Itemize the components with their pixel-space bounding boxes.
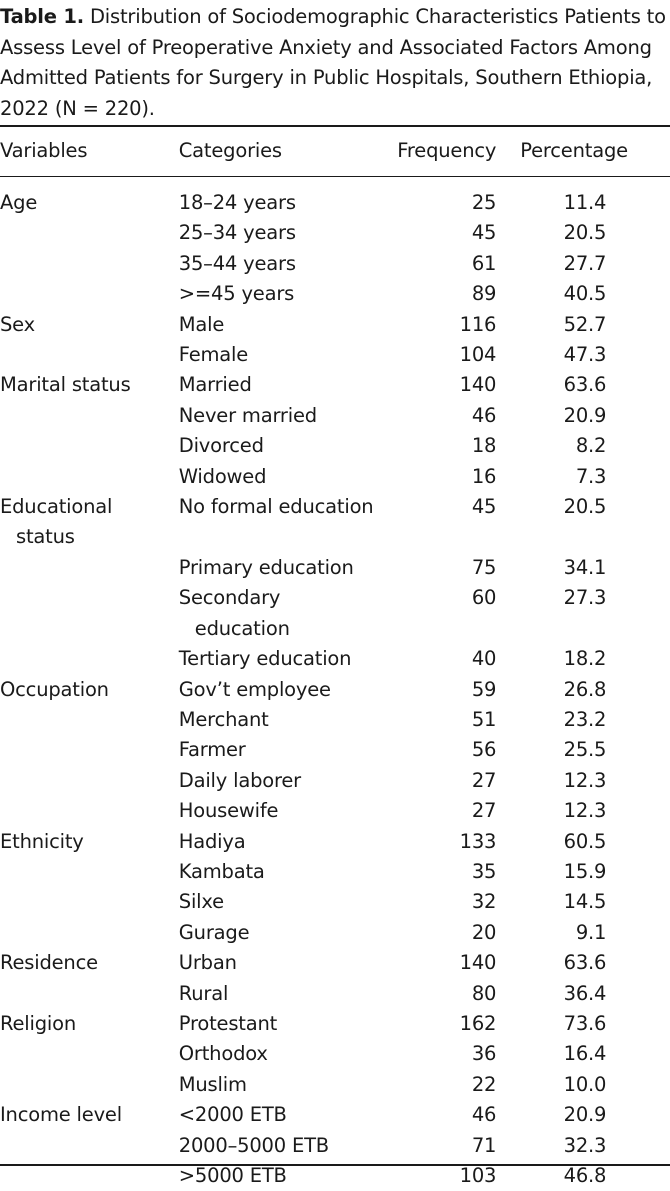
percentage-cell: [496, 218, 670, 248]
table-row: [0, 675, 670, 705]
percentage-cell: [496, 310, 670, 340]
category-cell: [179, 918, 398, 948]
category-cell: [179, 705, 398, 735]
percentage-value: 25.5: [563, 738, 607, 762]
percentage-value: 11.4: [563, 191, 607, 214]
category-label: Female: [178, 343, 249, 367]
category-cell: [179, 218, 398, 248]
percentage-value: 23.2: [563, 707, 607, 731]
percentage-cell: [496, 431, 670, 461]
percentage-cell: [496, 979, 670, 1009]
category-label: >5000 ETB: [178, 1164, 287, 1187]
percentage-value: 46.8: [563, 1164, 607, 1187]
frequency-cell: 51: [471, 707, 497, 731]
table-row: [0, 644, 670, 674]
column-header-variables: Variables: [0, 139, 88, 162]
percentage-cell: [496, 553, 670, 583]
percentage-cell: [496, 918, 670, 948]
percentage-value: 47.3: [563, 343, 607, 367]
category-label: Merchant: [178, 707, 269, 731]
category-label: Housewife: [178, 799, 279, 823]
variable-cell: [0, 310, 179, 340]
category-label: 2000–5000 ETB: [178, 1133, 329, 1157]
variable-cell: [0, 1161, 179, 1191]
top-rule: [0, 125, 670, 127]
frequency-cell: 104: [459, 343, 497, 367]
table-row: [0, 553, 670, 583]
table-row: [0, 370, 670, 400]
percentage-cell: [496, 827, 670, 857]
frequency-cell: 71: [471, 1133, 497, 1157]
header-row: [0, 136, 670, 176]
category-cell: [179, 735, 398, 765]
table-title: Distribution of Sociodemographic Characteristics Patients to Assess Level of Preoperative Anxiety and Associated Factors Among Admitted Patients for Surgery in Public Hospitals, Southern Ethiopia, 2022 (N = 220).: [0, 5, 666, 120]
percentage-cell: [496, 370, 670, 400]
category-cell: [179, 310, 398, 340]
category-label: Gov’t employee: [178, 677, 331, 701]
category-label: Protestant: [178, 1011, 278, 1035]
percentage-cell: [496, 644, 670, 674]
percentage-cell: [496, 1131, 670, 1161]
category-cell: [179, 675, 398, 705]
category-cell: [179, 887, 398, 917]
frequency-cell: 36: [471, 1042, 497, 1066]
table-row: [0, 188, 670, 218]
category-cell: [179, 370, 398, 400]
percentage-cell: [496, 735, 670, 765]
category-cell: [179, 401, 398, 431]
frequency-cell: 25: [471, 191, 497, 214]
variable-label: Religion: [0, 1011, 76, 1035]
category-cell: [179, 462, 398, 492]
variable-label: Occupation: [0, 677, 109, 701]
percentage-cell: [496, 340, 670, 370]
percentage-value: 10.0: [563, 1072, 607, 1096]
category-cell: [179, 431, 398, 461]
variable-cell: [0, 827, 179, 857]
frequency-cell: 46: [471, 403, 497, 427]
percentage-cell: [496, 705, 670, 735]
category-label: Married: [178, 373, 252, 397]
table-row: [0, 705, 670, 735]
frequency-cell: 40: [471, 647, 497, 671]
variable-cell: [0, 918, 179, 948]
percentage-value: 8.2: [575, 434, 607, 458]
frequency-cell: 35: [471, 859, 497, 883]
percentage-value: 12.3: [563, 799, 607, 823]
variable-cell: [0, 1070, 179, 1100]
frequency-cell: 20: [471, 920, 497, 944]
frequency-cell: 27: [471, 799, 497, 823]
variable-cell: [0, 583, 179, 644]
variable-label: Sex: [0, 312, 35, 336]
category-label: 25–34 years: [178, 221, 296, 245]
variable-cell: [0, 279, 179, 309]
percentage-value: 63.6: [563, 373, 607, 397]
category-cell: [179, 766, 398, 796]
frequency-cell: 16: [471, 464, 497, 488]
table-row: [0, 766, 670, 796]
table-label: Table 1.: [0, 5, 84, 28]
category-cell: [179, 492, 398, 553]
frequency-cell: 116: [459, 312, 497, 336]
category-label-continued: education: [194, 616, 290, 640]
table-row: [0, 279, 670, 309]
variable-cell: [0, 218, 179, 248]
table-row: [0, 401, 670, 431]
percentage-value: 20.5: [563, 221, 607, 245]
percentage-value: 14.5: [563, 890, 607, 914]
table-row: [0, 310, 670, 340]
category-label: Divorced: [178, 434, 264, 458]
data-table: [0, 136, 670, 1191]
frequency-cell: 80: [471, 981, 497, 1005]
category-cell: [179, 340, 398, 370]
percentage-value: 27.7: [563, 251, 607, 275]
percentage-value: 40.5: [563, 282, 607, 306]
frequency-cell: 140: [459, 951, 497, 975]
percentage-value: 7.3: [575, 464, 607, 488]
column-header-frequency: Frequency: [397, 139, 497, 162]
frequency-cell: 162: [459, 1011, 497, 1035]
table-row: [0, 1009, 670, 1039]
table-row: [0, 340, 670, 370]
percentage-cell: [496, 675, 670, 705]
category-label: 18–24 years: [178, 191, 296, 214]
variable-label: Educational: [0, 495, 113, 519]
table-body: [0, 188, 670, 1191]
frequency-cell: 59: [471, 677, 497, 701]
variable-label: Age: [0, 191, 38, 214]
percentage-value: 15.9: [563, 859, 607, 883]
variable-label: Ethnicity: [0, 829, 84, 853]
table-row: [0, 796, 670, 826]
category-cell: [179, 1009, 398, 1039]
percentage-value: 20.9: [563, 1103, 607, 1127]
table-row: [0, 492, 670, 553]
percentage-cell: [496, 887, 670, 917]
category-cell: [179, 644, 398, 674]
percentage-value: 12.3: [563, 768, 607, 792]
percentage-cell: [496, 1039, 670, 1069]
frequency-cell: 103: [459, 1164, 497, 1187]
variable-cell: [0, 1100, 179, 1130]
percentage-cell: [496, 279, 670, 309]
variable-cell: [0, 370, 179, 400]
category-cell: [179, 1131, 398, 1161]
variable-cell: [0, 644, 179, 674]
table-row: [0, 948, 670, 978]
percentage-value: 9.1: [575, 920, 607, 944]
variable-cell: [0, 340, 179, 370]
frequency-cell: 32: [471, 890, 497, 914]
category-label: >=45 years: [178, 282, 295, 306]
variable-cell: [0, 887, 179, 917]
variable-cell: [0, 766, 179, 796]
percentage-cell: [496, 948, 670, 978]
table-row: [0, 1161, 670, 1191]
category-cell: [179, 1100, 398, 1130]
category-label: Kambata: [178, 859, 265, 883]
category-label: Daily laborer: [178, 768, 301, 792]
frequency-cell: 45: [471, 221, 497, 245]
category-label: <2000 ETB: [178, 1103, 287, 1127]
category-cell: [179, 796, 398, 826]
percentage-value: 18.2: [563, 647, 607, 671]
percentage-value: 63.6: [563, 951, 607, 975]
percentage-cell: [496, 1161, 670, 1191]
table-row: [0, 887, 670, 917]
variable-label: Residence: [0, 951, 98, 975]
category-label: Farmer: [178, 738, 246, 762]
table-row: [0, 827, 670, 857]
category-cell: [179, 249, 398, 279]
percentage-cell: [496, 583, 670, 644]
frequency-cell: 75: [471, 555, 497, 579]
percentage-cell: [496, 1070, 670, 1100]
percentage-cell: [496, 462, 670, 492]
frequency-cell: 89: [471, 282, 497, 306]
percentage-cell: [496, 401, 670, 431]
percentage-cell: [496, 249, 670, 279]
category-cell: [179, 188, 398, 218]
category-label: Silxe: [178, 890, 224, 914]
variable-cell: [0, 948, 179, 978]
frequency-cell: 133: [459, 829, 497, 853]
category-cell: [179, 827, 398, 857]
table-row: [0, 735, 670, 765]
percentage-value: 60.5: [563, 829, 607, 853]
variable-cell: [0, 735, 179, 765]
variable-cell: [0, 1009, 179, 1039]
frequency-cell: 60: [471, 586, 497, 610]
percentage-cell: [496, 766, 670, 796]
variable-cell: [0, 979, 179, 1009]
variable-cell: [0, 492, 179, 553]
table-row: [0, 218, 670, 248]
variable-cell: [0, 188, 179, 218]
column-header-percentage: Percentage: [520, 139, 628, 162]
category-cell: [179, 583, 398, 644]
category-cell: [179, 948, 398, 978]
percentage-value: 27.3: [563, 586, 607, 610]
category-cell: [179, 979, 398, 1009]
category-label: 35–44 years: [178, 251, 296, 275]
variable-cell: [0, 553, 179, 583]
table-row: [0, 1070, 670, 1100]
percentage-value: 16.4: [563, 1042, 607, 1066]
variable-cell: [0, 462, 179, 492]
header-spacer: [0, 176, 670, 188]
category-label: Hadiya: [178, 829, 246, 853]
category-label: Secondary: [178, 586, 281, 610]
percentage-cell: [496, 492, 670, 553]
percentage-value: 52.7: [563, 312, 607, 336]
variable-cell: [0, 796, 179, 826]
category-label: Gurage: [178, 920, 250, 944]
variable-label: Income level: [0, 1103, 122, 1127]
category-label: Tertiary education: [178, 647, 352, 671]
category-label: Primary education: [178, 555, 354, 579]
frequency-cell: 46: [471, 1103, 497, 1127]
table-row: [0, 583, 670, 644]
category-label: Male: [178, 312, 225, 336]
percentage-cell: [496, 1100, 670, 1130]
variable-cell: [0, 249, 179, 279]
percentage-cell: [496, 1009, 670, 1039]
table-row: [0, 431, 670, 461]
category-label: Rural: [178, 981, 229, 1005]
frequency-cell: 140: [459, 373, 497, 397]
table-caption: [0, 2, 668, 124]
table-row: [0, 1039, 670, 1069]
frequency-cell: 56: [471, 738, 497, 762]
percentage-value: 26.8: [563, 677, 607, 701]
frequency-cell: 22: [471, 1072, 497, 1096]
variable-cell: [0, 431, 179, 461]
table-row: [0, 462, 670, 492]
frequency-cell: 27: [471, 768, 497, 792]
percentage-cell: [496, 188, 670, 218]
variable-cell: [0, 1131, 179, 1161]
frequency-cell: 61: [471, 251, 497, 275]
table-row: [0, 249, 670, 279]
variable-label: Marital status: [0, 373, 131, 397]
category-label: Muslim: [178, 1072, 247, 1096]
table-row: [0, 1131, 670, 1161]
table-row: [0, 1100, 670, 1130]
percentage-value: 36.4: [563, 981, 607, 1005]
variable-cell: [0, 1039, 179, 1069]
category-cell: [179, 857, 398, 887]
table-row: [0, 918, 670, 948]
category-cell: [179, 1070, 398, 1100]
category-label: Orthodox: [178, 1042, 268, 1066]
frequency-cell: 18: [471, 434, 497, 458]
variable-cell: [0, 401, 179, 431]
category-label: Widowed: [178, 464, 267, 488]
frequency-cell: 45: [471, 495, 497, 519]
category-cell: [179, 553, 398, 583]
percentage-value: 20.5: [563, 495, 607, 519]
category-label: Urban: [178, 951, 237, 975]
category-label: Never married: [178, 403, 317, 427]
percentage-value: 32.3: [563, 1133, 607, 1157]
column-header-categories: Categories: [178, 139, 282, 162]
percentage-value: 73.6: [563, 1011, 607, 1035]
category-label: No formal education: [178, 495, 374, 519]
table-row: [0, 979, 670, 1009]
table-row: [0, 857, 670, 887]
variable-cell: [0, 857, 179, 887]
variable-cell: [0, 705, 179, 735]
percentage-cell: [496, 796, 670, 826]
variable-cell: [0, 675, 179, 705]
percentage-value: 34.1: [563, 555, 607, 579]
percentage-value: 20.9: [563, 403, 607, 427]
percentage-cell: [496, 857, 670, 887]
category-cell: [179, 1161, 398, 1191]
category-cell: [179, 1039, 398, 1069]
category-cell: [179, 279, 398, 309]
variable-label-continued: status: [16, 525, 75, 549]
